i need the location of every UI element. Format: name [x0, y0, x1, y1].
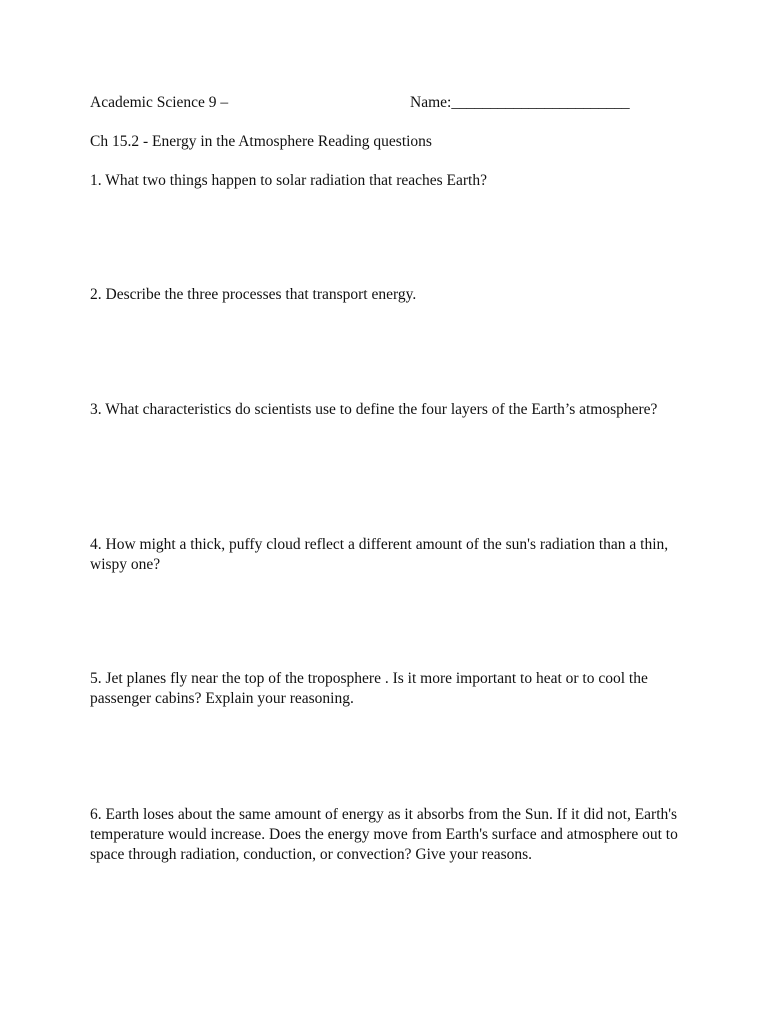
- worksheet-subtitle: Ch 15.2 - Energy in the Atmosphere Reading questions: [90, 133, 432, 150]
- course-title: Academic Science 9 –: [90, 94, 229, 111]
- question-3: 3. What characteristics do scientists use to define the four layers of the Earth’s atmosphere?: [90, 401, 658, 418]
- question-2: 2. Describe the three processes that transport energy.: [90, 286, 417, 303]
- question-5: 5. Jet planes fly near the top of the troposphere . Is it more important to heat or to cool the passenger cabins? Explain your reasoning.: [90, 670, 648, 707]
- header-row: [90, 93, 690, 113]
- name-field: Name:_______________________: [410, 94, 630, 111]
- question-4: 4. How might a thick, puffy cloud reflect a different amount of the sun's radiation than a thin, wispy one?: [90, 536, 669, 573]
- question-6: 6. Earth loses about the same amount of energy as it absorbs from the Sun. If it did not, Earth's temperature would increase. Does the energy move from Earth's surface and atmosphere out to space through radiation, conduction, or convection? Give your reasons.: [90, 806, 678, 863]
- question-1: 1. What two things happen to solar radiation that reaches Earth?: [90, 172, 487, 189]
